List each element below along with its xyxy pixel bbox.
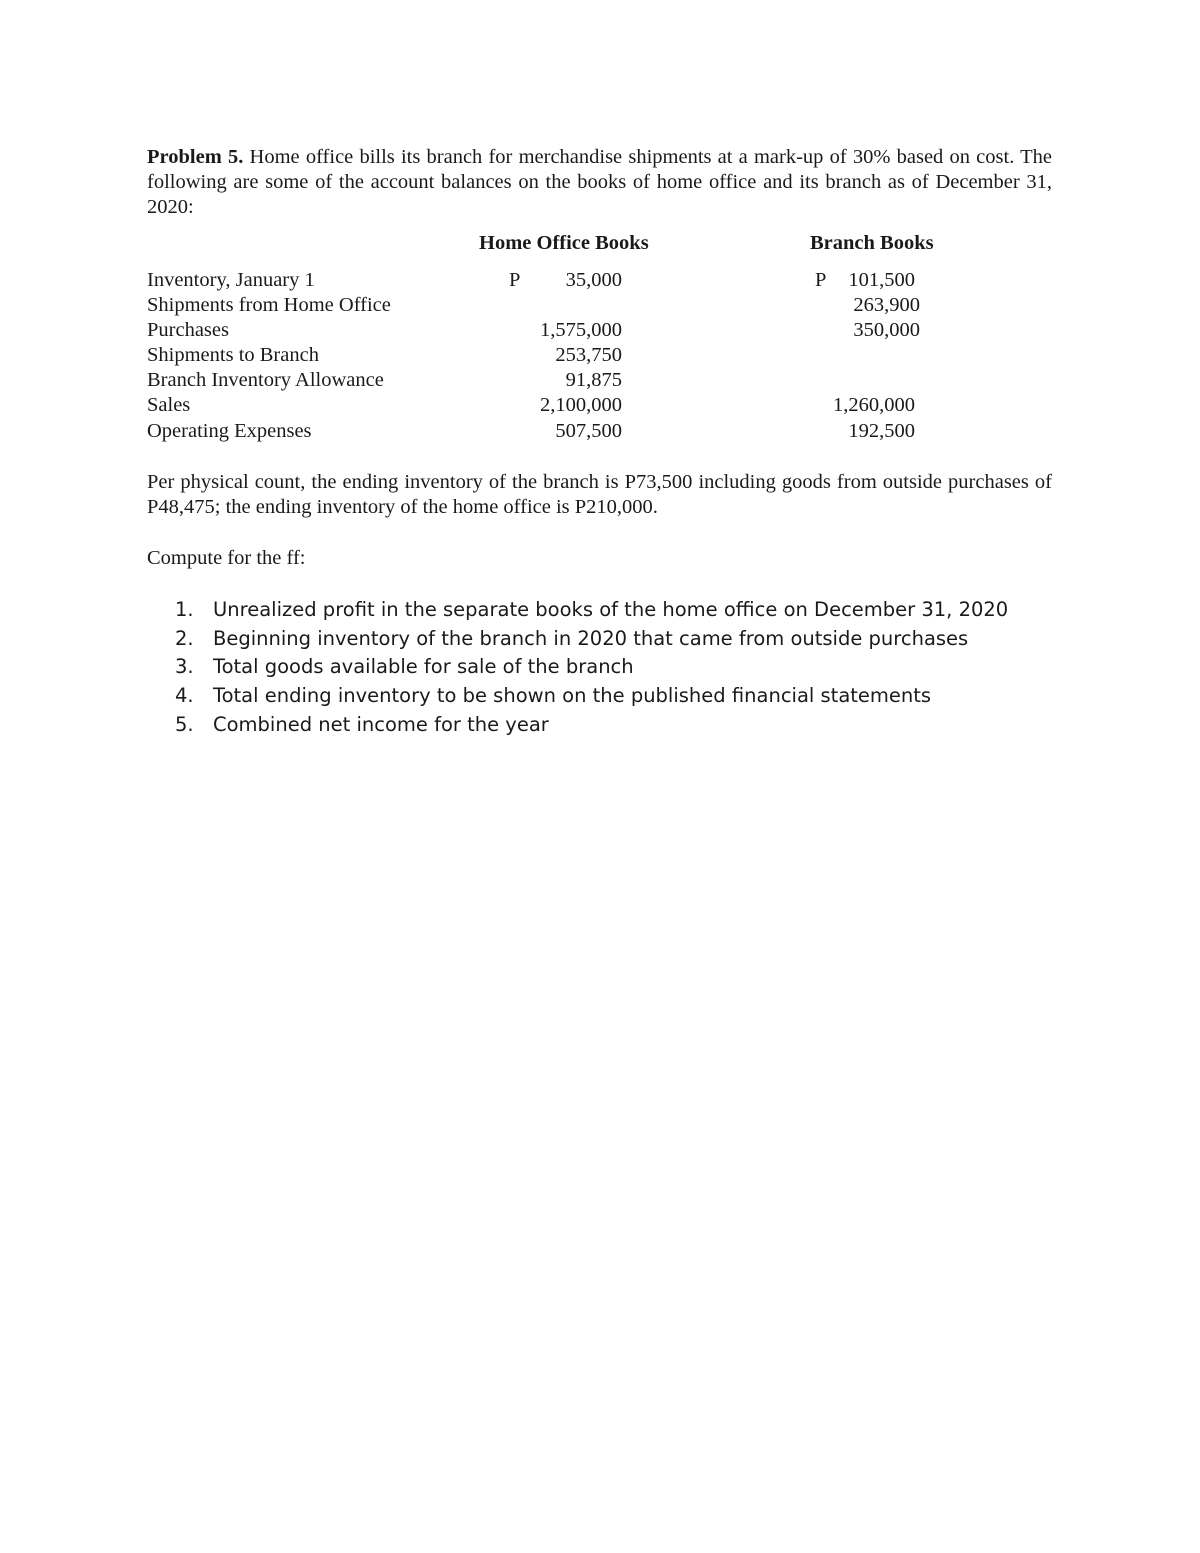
compute-label: Compute for the ff:: [147, 547, 306, 569]
problem-intro-text: Home office bills its branch for merchandise shipments at a mark-up of 30% based on cost. The following are some of the account balances on the books of home office and its branch as of December 31, 2020:: [147, 146, 1053, 218]
branch-value: 192,500: [848, 420, 915, 442]
branch-currency: P: [815, 269, 827, 291]
table-row: [0, 368, 1200, 393]
list-item-number: 5.: [175, 712, 194, 736]
column-header-branch: Branch Books: [810, 232, 934, 254]
branch-value: 101,500: [848, 269, 915, 291]
row-label: Inventory, January 1: [147, 269, 315, 291]
list-item-text: Beginning inventory of the branch in 2020 that came from outside purchases: [213, 626, 969, 650]
list-item-number: 3.: [175, 655, 194, 679]
list-item-text: Total ending inventory to be shown on the published financial statements: [213, 684, 932, 708]
branch-value: 1,260,000: [833, 394, 915, 416]
list-item: [175, 596, 1008, 625]
list-item-number: 1.: [175, 598, 194, 621]
home-office-value: 91,875: [565, 369, 622, 391]
column-header-home-office: Home Office Books: [479, 232, 649, 254]
list-item: [175, 682, 1008, 711]
home-office-value: 1,575,000: [540, 319, 622, 341]
list-item: [175, 711, 1008, 740]
table-row: [0, 419, 1200, 444]
list-item-text: Unrealized profit in the separate books of the home office on December 31, 2020: [213, 598, 1009, 621]
row-label: Shipments to Branch: [147, 344, 319, 366]
physical-count-note: Per physical count, the ending inventory of the branch is P73,500 including goods from outside purchases of P48,475; the ending inventory of the home office is P210,000.: [147, 471, 1052, 518]
task-list: [175, 596, 1008, 740]
table-row: [0, 318, 1200, 343]
home-office-value: 253,750: [555, 344, 622, 366]
home-office-currency: P: [509, 269, 521, 291]
table-row: [0, 343, 1200, 368]
table-row: [0, 393, 1200, 418]
problem-label: Problem 5.: [147, 146, 244, 168]
row-label: Shipments from Home Office: [147, 294, 391, 316]
list-item: [175, 653, 1008, 682]
branch-value: 350,000: [853, 319, 920, 341]
problem-statement: [147, 145, 1052, 220]
table-row: [0, 268, 1200, 293]
row-label: Operating Expenses: [147, 420, 312, 442]
list-item: [175, 625, 1008, 654]
list-item-text: Combined net income for the year: [213, 712, 549, 736]
list-item-number: 4.: [175, 684, 194, 708]
row-label: Sales: [147, 394, 191, 416]
home-office-value: 2,100,000: [540, 394, 622, 416]
table-row: [0, 293, 1200, 318]
home-office-value: 35,000: [565, 269, 622, 291]
branch-value: 263,900: [853, 294, 920, 316]
list-item-number: 2.: [175, 626, 194, 650]
list-item-text: Total goods available for sale of the branch: [213, 655, 634, 679]
row-label: Branch Inventory Allowance: [147, 369, 384, 391]
row-label: Purchases: [147, 319, 229, 341]
home-office-value: 507,500: [555, 420, 622, 442]
